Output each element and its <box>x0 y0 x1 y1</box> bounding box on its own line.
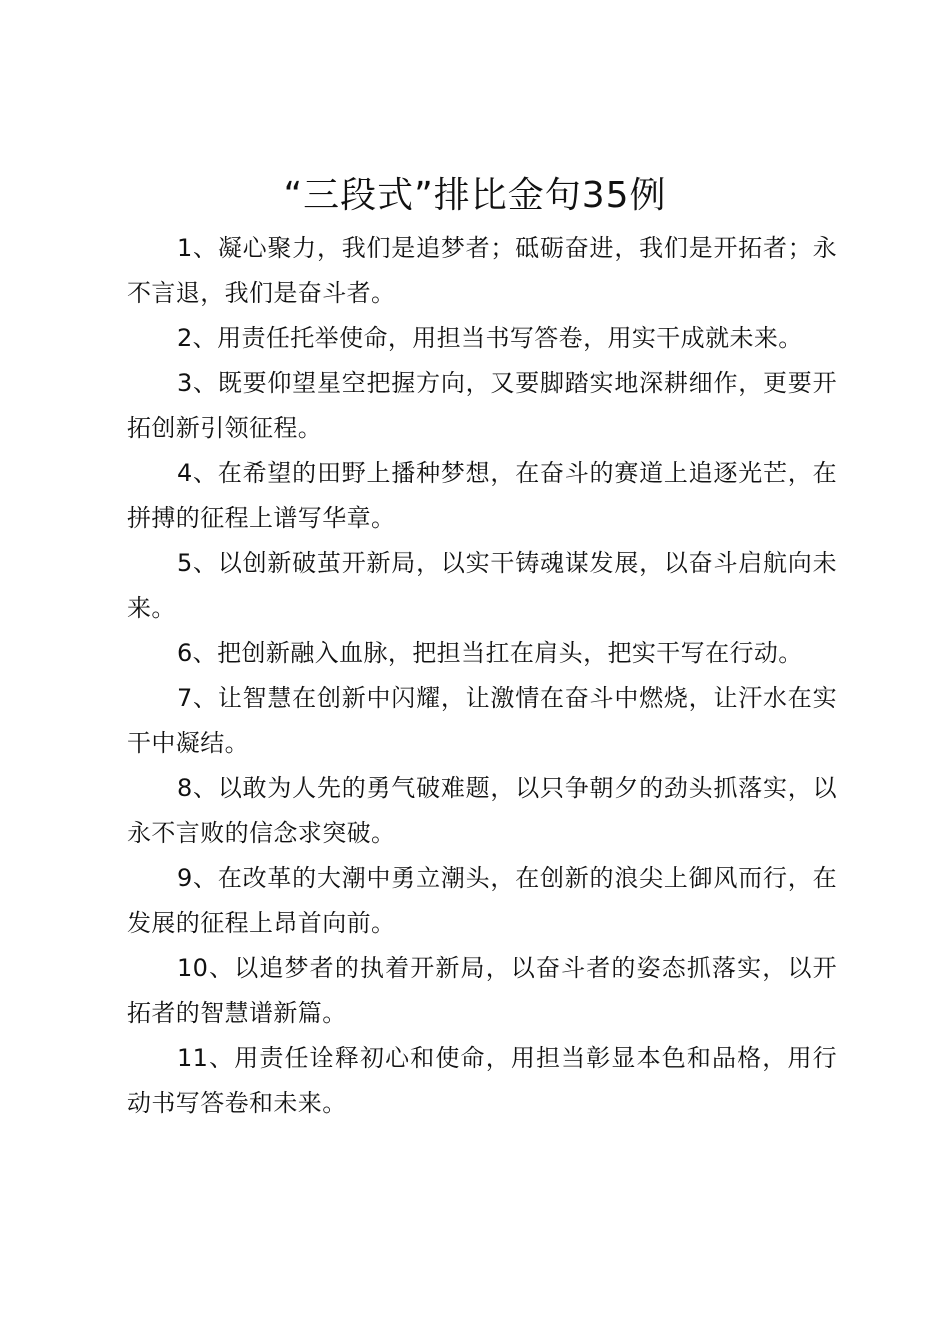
list-item: 2、用责任托举使命，用担当书写答卷，用实干成就未来。 <box>177 324 803 352</box>
list-item: 11、用责任诠释初心和使命，用担当彰显本色和品格，用行动书写答卷和未来。 <box>127 1044 837 1117</box>
page-title: “三段式”排比金句35例 <box>283 175 667 216</box>
list-item: 8、以敢为人先的勇气破难题，以只争朝夕的劲头抓落实，以永不言败的信念求突破。 <box>127 774 837 847</box>
list-item: 1、凝心聚力，我们是追梦者；砥砺奋进，我们是开拓者；永不言退，我们是奋斗者。 <box>127 234 837 307</box>
list-item: 3、既要仰望星空把握方向，又要脚踏实地深耕细作，更要开拓创新引领征程。 <box>127 369 837 442</box>
list-item: 10、以追梦者的执着开新局，以奋斗者的姿态抓落实，以开拓者的智慧谱新篇。 <box>127 954 837 1027</box>
list-item: 7、让智慧在创新中闪耀，让激情在奋斗中燃烧，让汗水在实干中凝结。 <box>127 684 837 757</box>
list-item: 9、在改革的大潮中勇立潮头，在创新的浪尖上御风而行，在发展的征程上昂首向前。 <box>127 864 837 937</box>
phrase-list <box>127 226 837 1126</box>
list-item: 6、把创新融入血脉，把担当扛在肩头，把实干写在行动。 <box>177 639 803 667</box>
list-item: 4、在希望的田野上播种梦想，在奋斗的赛道上追逐光芒，在拼搏的征程上谱写华章。 <box>127 459 837 532</box>
list-item: 5、以创新破茧开新局，以实干铸魂谋发展，以奋斗启航向未来。 <box>127 549 837 622</box>
